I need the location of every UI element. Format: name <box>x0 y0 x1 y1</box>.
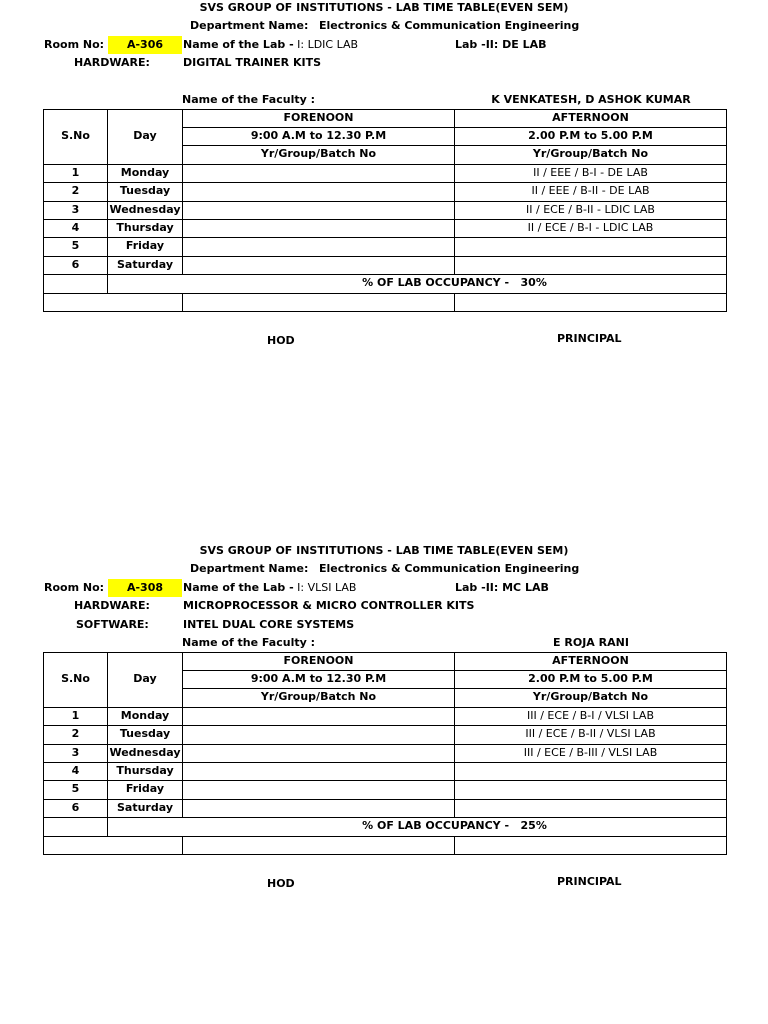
hardware-label: HARDWARE: <box>74 56 150 69</box>
department-value: Electronics & Communication Engineering <box>319 19 580 32</box>
lab-occupancy: % OF LAB OCCUPANCY - 30% <box>362 276 547 289</box>
hardware-value: DIGITAL TRAINER KITS <box>183 56 321 69</box>
lab-one-label: Name of the Lab - <box>183 38 294 51</box>
hardware-label: HARDWARE: <box>74 599 150 612</box>
faculty-value: E ROJA RANI <box>553 636 629 649</box>
row-sno: 4 <box>71 221 80 234</box>
sheet-title: SVS GROUP OF INSTITUTIONS - LAB TIME TABLE(EVEN SEM) <box>199 1 569 14</box>
principal-signature-label: PRINCIPAL <box>557 875 622 888</box>
forenoon-header: FORENOON <box>283 111 354 124</box>
sno-header: S.No <box>61 672 90 685</box>
row-afternoon: III / ECE / B-III / VLSI LAB <box>523 746 658 759</box>
department-label: Department Name: <box>190 19 309 32</box>
faculty-label: Name of the Faculty : <box>182 636 316 649</box>
room-label: Room No: <box>44 581 105 594</box>
row-sno: 5 <box>71 239 80 252</box>
faculty-value: K VENKATESH, D ASHOK KUMAR <box>491 93 691 106</box>
row-afternoon: III / ECE / B-II / VLSI LAB <box>525 727 656 740</box>
timetable-grid <box>43 109 727 312</box>
department-label: Department Name: <box>190 562 309 575</box>
row-sno: 1 <box>71 709 80 722</box>
row-day: Monday <box>120 166 170 179</box>
afternoon-header: AFTERNOON <box>552 111 629 124</box>
lab-one-line <box>183 38 358 52</box>
row-sno: 6 <box>71 801 80 814</box>
lab-two-label: Lab -II: MC LAB <box>455 581 549 594</box>
row-afternoon: II / EEE / B-I - DE LAB <box>533 166 648 179</box>
row-afternoon: II / EEE / B-II - DE LAB <box>531 184 650 197</box>
software-value: INTEL DUAL CORE SYSTEMS <box>183 618 355 631</box>
row-day: Wednesday <box>109 746 181 759</box>
row-sno: 3 <box>71 203 80 216</box>
row-sno: 6 <box>71 258 80 271</box>
row-day: Saturday <box>117 801 173 814</box>
lab-one-value: I: VLSI LAB <box>297 581 357 594</box>
department-value: Electronics & Communication Engineering <box>319 562 580 575</box>
afternoon-time: 2.00 P.M to 5.00 P.M <box>528 129 653 142</box>
software-label: SOFTWARE: <box>76 618 149 631</box>
forenoon-header: FORENOON <box>283 654 354 667</box>
row-sno: 4 <box>71 764 80 777</box>
afternoon-batch-header: Yr/Group/Batch No <box>532 690 649 703</box>
room-number: A-306 <box>108 36 182 54</box>
room-number: A-308 <box>108 579 182 597</box>
row-sno: 1 <box>71 166 80 179</box>
hod-signature-label: HOD <box>267 877 295 890</box>
lab-one-value: I: LDIC LAB <box>297 38 359 51</box>
timetable-sheet-2 <box>0 543 768 890</box>
sno-header: S.No <box>61 129 90 142</box>
forenoon-time: 9:00 A.M to 12.30 P.M <box>250 672 387 685</box>
forenoon-batch-header: Yr/Group/Batch No <box>260 690 377 703</box>
day-header: Day <box>133 672 157 685</box>
lab-one-label: Name of the Lab - <box>183 581 294 594</box>
row-sno: 2 <box>71 184 80 197</box>
row-afternoon: II / ECE / B-II - LDIC LAB <box>526 203 655 216</box>
row-sno: 3 <box>71 746 80 759</box>
row-afternoon: III / ECE / B-I / VLSI LAB <box>527 709 654 722</box>
timetable-sheet-1 <box>0 0 768 347</box>
timetable-grid <box>43 652 727 855</box>
row-day: Monday <box>120 709 170 722</box>
row-day: Thursday <box>116 221 174 234</box>
sheet-title: SVS GROUP OF INSTITUTIONS - LAB TIME TABLE(EVEN SEM) <box>199 544 569 557</box>
forenoon-time: 9:00 A.M to 12.30 P.M <box>250 129 387 142</box>
row-afternoon: II / ECE / B-I - LDIC LAB <box>527 221 654 234</box>
row-day: Thursday <box>116 764 174 777</box>
row-day: Friday <box>125 239 165 252</box>
hardware-value: MICROPROCESSOR & MICRO CONTROLLER KITS <box>183 599 475 612</box>
row-sno: 2 <box>71 727 80 740</box>
day-header: Day <box>133 129 157 142</box>
row-day: Wednesday <box>109 203 181 216</box>
forenoon-batch-header: Yr/Group/Batch No <box>260 147 377 160</box>
lab-one-line <box>183 581 356 595</box>
lab-two-label: Lab -II: DE LAB <box>455 38 547 51</box>
afternoon-header: AFTERNOON <box>552 654 629 667</box>
hod-signature-label: HOD <box>267 334 295 347</box>
principal-signature-label: PRINCIPAL <box>557 332 622 345</box>
lab-occupancy: % OF LAB OCCUPANCY - 25% <box>362 819 547 832</box>
faculty-label: Name of the Faculty : <box>182 93 316 106</box>
row-day: Tuesday <box>119 727 171 740</box>
row-day: Saturday <box>117 258 173 271</box>
afternoon-batch-header: Yr/Group/Batch No <box>532 147 649 160</box>
afternoon-time: 2.00 P.M to 5.00 P.M <box>528 672 653 685</box>
room-label: Room No: <box>44 38 105 51</box>
row-day: Tuesday <box>119 184 171 197</box>
row-sno: 5 <box>71 782 80 795</box>
row-day: Friday <box>125 782 165 795</box>
